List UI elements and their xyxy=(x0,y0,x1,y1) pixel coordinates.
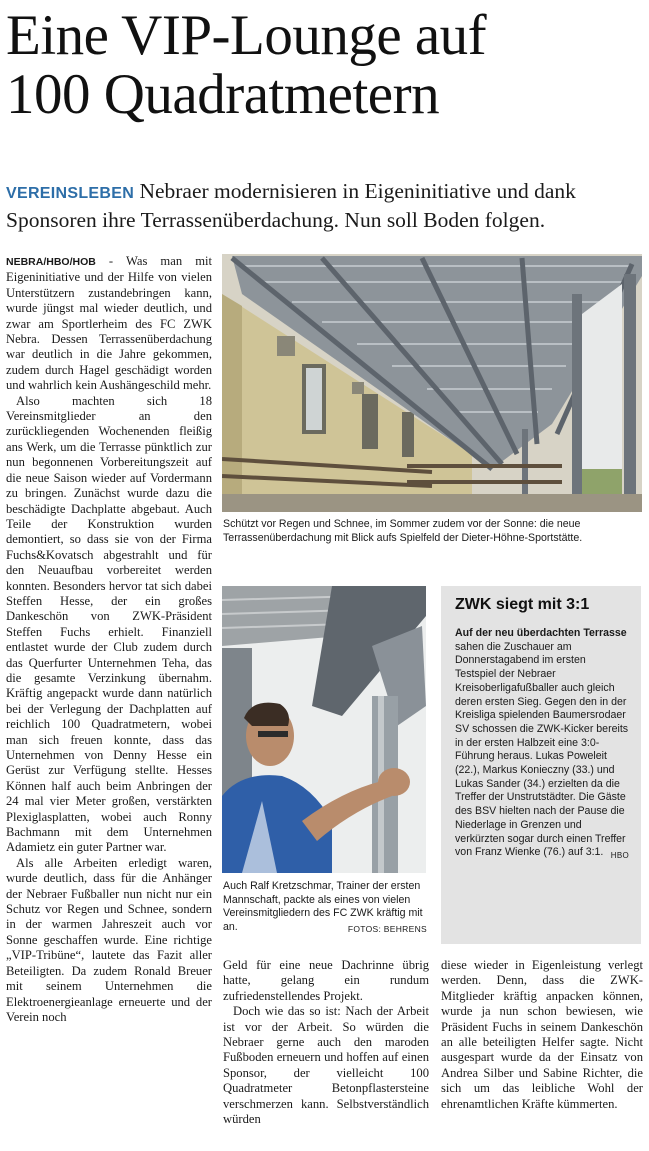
article-paragraph xyxy=(6,254,212,394)
dateline: NEBRA/HBO/HOB xyxy=(6,256,96,268)
match-report-text xyxy=(455,627,629,860)
photo-credit: FOTOS: BEHRENS xyxy=(347,923,427,934)
article-paragraph: diese wieder in Eigenleistung verlegt werden. Denn, dass die ZWK-Mitglieder kräftig anpacken können, wurde ja nun schon bewiesen, wie Präsident Fuchs in seinem Dankeschön an alle beteiligten Helfer sagte. Nicht ausgespart wurde da der Einsatz von Andrea Silber und Sabine Richter, die sich um das leibliche Wohl der ehrenamtlichen Kräfte kümmerten. xyxy=(441,958,643,1111)
headline-line-1: Eine VIP-Lounge auf xyxy=(6,4,487,67)
headline-line-2: 100 Quadratmetern xyxy=(6,63,440,126)
match-report-body: sahen die Zuschauer am Donnerstagabend im ersten Testspiel der Nebraer Kreisoberligafußballer auch gleich deren ersten Sieg. Gegen den in der Kreisliga spielenden Baumersrodaer SV schossen die ZWK-Kicker bereits in der ersten Halbzeit eine 3:0-Führung heraus. Lukas Poweleit (22.), Markus Konieczny (33.) und Lukas Sander (34.) erzielten da die Treffer der Unstrutstädter. Die Gäste des BSV hielten nach der Pause die Niederlage in Grenzen und verkürzten sogar durch einen Treffer von Franz Wienke (76.) auf 3:1. xyxy=(455,640,629,859)
match-report-title: ZWK siegt mit 3:1 xyxy=(455,596,590,613)
paragraph-text: - Was man mit Eigeninitiative und der Hilfe von vielen Unterstützern zustandebringen kann, wurde jüngst mal wieder deutlich, und zwar am Sportlerheim des FC ZWK Nebra. Dessen Terrassenüberdachung war deutlich in die Jahre gekommen, zudem durch Hagel geschädigt worden und wahrlich kein Aushängeschild mehr. xyxy=(6,254,212,393)
subheadline-text: Nebraer modernisieren in Eigeninitiative und dank Sponsoren ihre Terrassenüberdachung. Nun soll Boden folgen. xyxy=(6,179,576,232)
coach-illustration xyxy=(222,586,426,873)
article-paragraph: Als alle Arbeiten erledigt waren, wurde deutlich, dass für die Anhänger der Nebraer Fußballer nun nicht nur ein Schutz vor Regen und Schnee, sondern in der warmen Jahreszeit auch vor Sonne geschaffen wurde. Eine richtige „VIP-Tribüne“, lautete das Fazit aller Beteiligten. Da zudem Ronald Breuer mit seinem Unternehmen die Elektroenergieanlage erneuerte und der Verein noch xyxy=(6,855,212,1024)
rubric-label: VEREINSLEBEN xyxy=(6,185,135,202)
coach-caption-text: Auch Ralf Kretzschmar, Trainer der ersten Mannschaft, packte als eines von vielen Vereinsmitgliedern des FC ZWK kräftig mit an. xyxy=(223,880,423,933)
article-column-3 xyxy=(441,958,643,1112)
match-report-box xyxy=(441,586,641,944)
headline xyxy=(6,6,646,124)
terrace-roof-photo xyxy=(222,254,642,512)
terrace-roof-illustration xyxy=(222,254,642,512)
coach-photo xyxy=(222,586,426,873)
terrace-photo-caption: Schützt vor Regen und Schnee, im Sommer zudem vor der Sonne: die neue Terrassenüberdachung mit Blick aufs Spielfeld der Dieter-Höhne-Sportstätte. xyxy=(223,518,583,544)
match-report-lead: Auf der neu überdachten Terrasse xyxy=(455,627,627,639)
article-paragraph: Doch wie das so ist: Nach der Arbeit ist vor der Arbeit. So würden die Nebraer gerne auch den maroden Fußboden erneuern und hoffen auf einen Sponsor, der vielleicht 100 Quadratmeter Betonpflastersteine verschmerzen kann. Selbstverständlich würden xyxy=(223,1004,429,1127)
author-signature: HBO xyxy=(610,851,629,861)
article-column-2 xyxy=(223,958,429,1127)
subheadline xyxy=(6,178,643,233)
article-column-1 xyxy=(6,254,212,1025)
coach-photo-caption xyxy=(223,880,427,936)
article-paragraph: Geld für eine neue Dachrinne übrig hatte, gelang ein rundum zufriedenstellendes Projekt. xyxy=(223,958,429,1003)
article-paragraph: Also machten sich 18 Vereinsmitglieder an den zurückliegenden Wochenenden fleißig ans Werk, um die Terrasse pünktlich zur nun begonnenen Vorbereitungszeit auf die neue Saison wieder auf Vordermann zu bringen. Zunächst wurde dazu die beschädigte Dachplatte abgebaut. Auch Teile der Konstruktion wurden demontiert, so dass sie von der Firma Fuchs&Kovatsch abgestrahlt und für den Neuaufbau vorbereitet werden konnten. Besonders hervor tat sich dabei Steffen Hesse, der ein großes Dankeschön von ZWK-Präsident Steffen Fuchs erhielt. Finanziell entlastet wurde der Club zudem durch das Querfurter Unternehmen Teha, das die gesamte Verzinkung übernahm. Kräftig angepackt wurde dann natürlich bei der Verlegung der Dachplatten auf reichlich 100 Quadratmetern, wobei man sich freuen konnte, dass das Unternehmen von Denny Hesse ein Gerüst zur Verfügung stellte. Hesses Können half auch beim Anbringen der 24 mal vier Meter großen, verstärkten Plexiglasplatten, wobei auch Ronny Bachmann mit dem Unternehmen Adamietz ein guter Partner war. xyxy=(6,393,212,855)
